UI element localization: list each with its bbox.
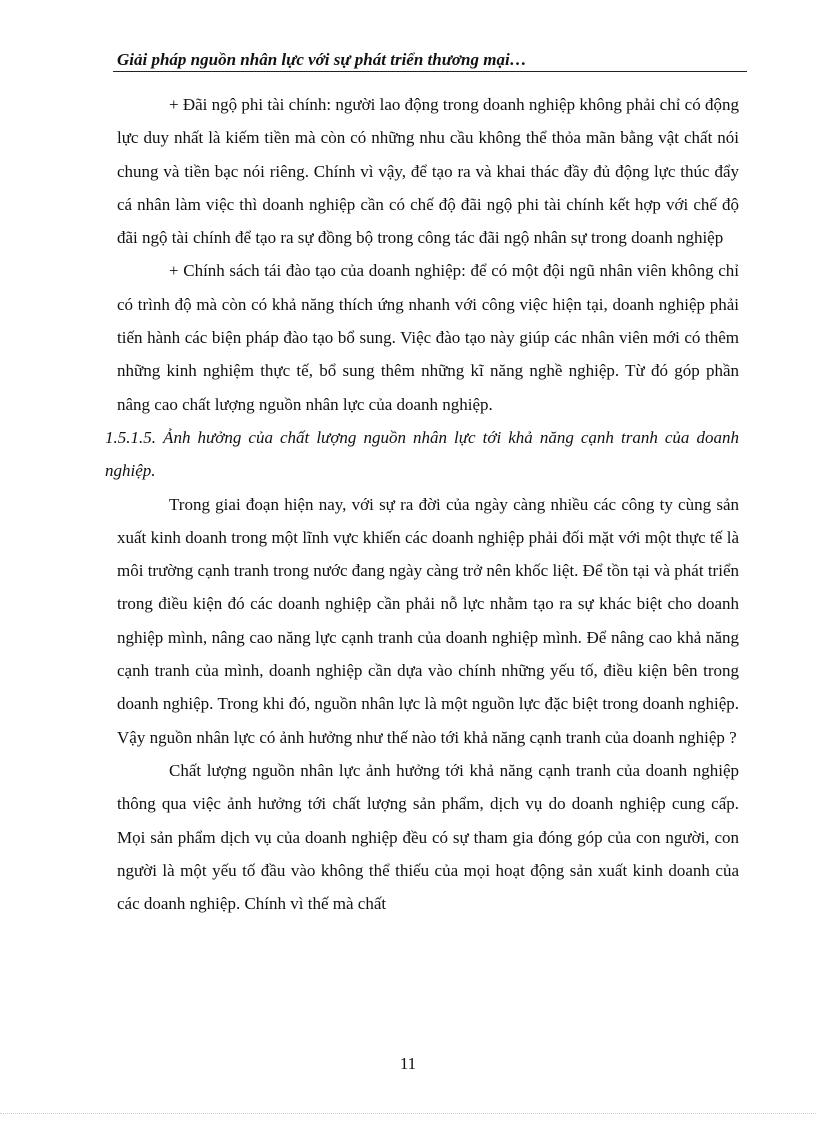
running-header: Giải pháp nguồn nhân lực với sự phát triển thương mại… — [117, 50, 527, 69]
body-text — [105, 88, 739, 920]
page-bottom-divider — [0, 1113, 816, 1114]
paragraph-quality-impact: Chất lượng nguồn nhân lực ảnh hưởng tới khả năng cạnh tranh của doanh nghiệp thông qua việc ảnh hưởng tới chất lượng sản phẩm, dịch vụ do doanh nghiệp cung cấp. Mọi sản phẩm dịch vụ của doanh nghiệp đều có sự tham gia đóng góp của con người, con người là một yếu tố đầu vào không thể thiếu của mọi hoạt động sản xuất kinh doanh của các doanh nghiệp. Chính vì thế mà chất — [117, 760, 739, 914]
paragraph-competition-context: Trong giai đoạn hiện nay, với sự ra đời của ngày càng nhiều các công ty cùng sản xuất kinh doanh trong một lĩnh vực khiến các doanh nghiệp phải đối mặt với một thực tế là môi trường cạnh tranh trong nước đang ngày càng trở nên khốc liệt. Để tồn tại và phát triển trong điều kiện đó các doanh nghiệp cần phải nỗ lực nhằm tạo ra sự khác biệt cho doanh nghiệp mình, nâng cao năng lực cạnh tranh của doanh nghiệp mình. Để nâng cao khả năng cạnh tranh của mình, doanh nghiệp cần dựa vào chính những yếu tố, điều kiện bên trong doanh nghiệp. Trong khi đó, nguồn nhân lực là một nguồn lực đặc biệt trong doanh nghiệp. Vậy nguồn nhân lực có ảnh hưởng như thế nào tới khả năng cạnh tranh của doanh nghiệp ? — [117, 494, 739, 747]
paragraph-non-financial-benefits: + Đãi ngộ phi tài chính: người lao động trong doanh nghiệp không phải chỉ có động lực duy nhất là kiếm tiền mà còn có những nhu cầu không thể thỏa mãn bằng vật chất nói chung và tiền bạc nói riêng. Chính vì vậy, để tạo ra và khai thác đầy đủ động lực thúc đẩy cá nhân làm việc thì doanh nghiệp cần có chế độ đãi ngộ phi tài chính kết hợp với chế độ đãi ngộ tài chính để tạo ra sự đồng bộ trong công tác đãi ngộ nhân sự trong doanh nghiệp — [117, 95, 739, 248]
paragraph-retraining-policy: + Chính sách tái đào tạo của doanh nghiệp: để có một đội ngũ nhân viên không chỉ có trình độ mà còn có khả năng thích ứng nhanh với công việc hiện tại, doanh nghiệp phải tiến hành các biện pháp đào tạo bổ sung. Việc đào tạo này giúp các nhân viên mới có thêm những kinh nghiệm thực tế, bổ sung thêm những kĩ năng nghề nghiệp. Từ đó góp phần nâng cao chất lượng nguồn nhân lực của doanh nghiệp. — [117, 261, 739, 414]
page-number: 11 — [399, 1054, 417, 1073]
header-rule — [113, 71, 747, 72]
section-heading: 1.5.1.5. Ảnh hưởng của chất lượng nguồn nhân lực tới khả năng cạnh tranh của doanh nghiệp. — [105, 427, 739, 481]
